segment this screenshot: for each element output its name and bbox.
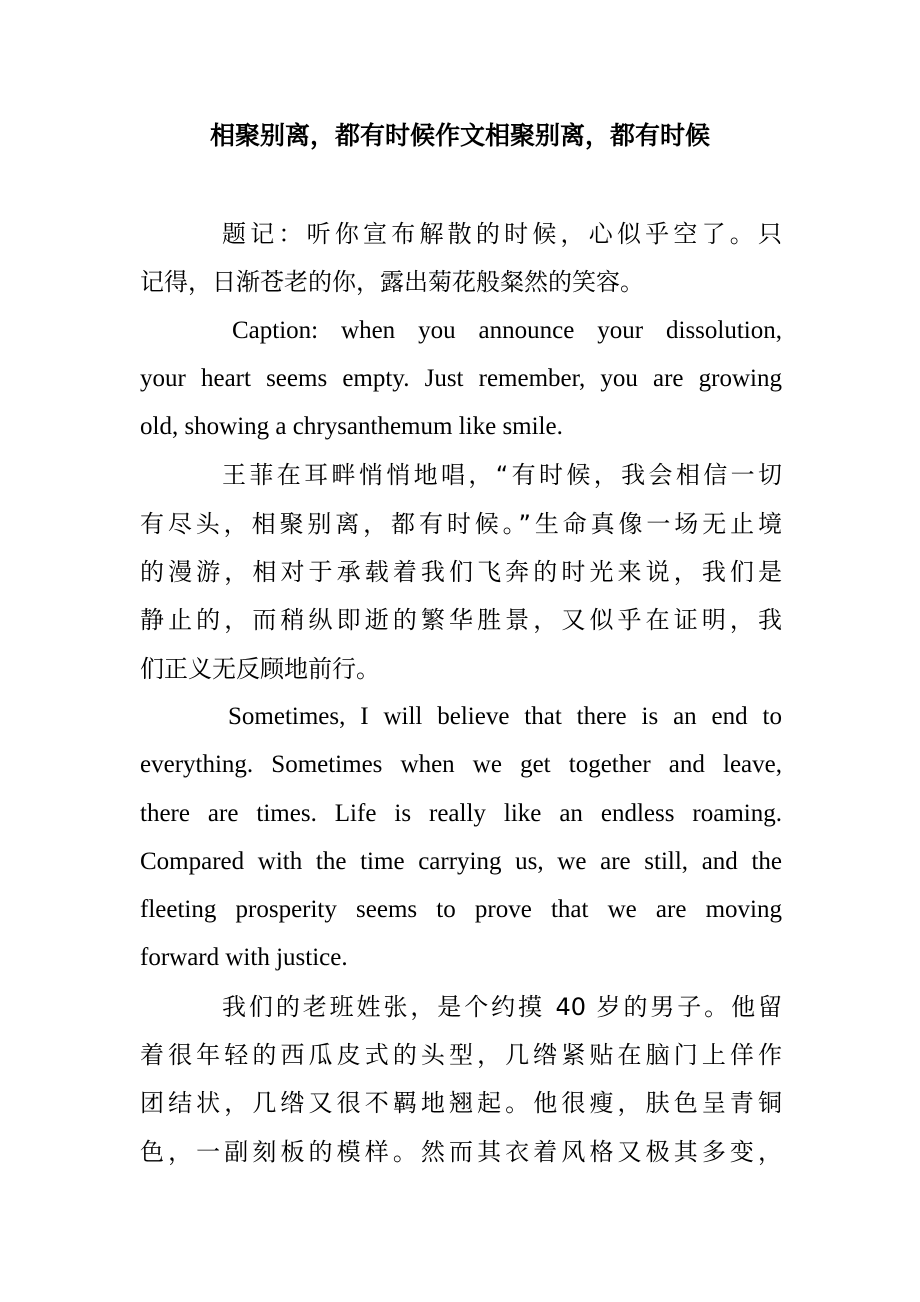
- text-line: fleeting prosperity seems to prove that we are moving: [140, 896, 782, 924]
- text-line: 我们的老班姓张，是个约摸 40 岁的男子。他留: [222, 992, 782, 1021]
- paragraph-sometimes-en: [140, 693, 782, 983]
- document-body: [140, 210, 782, 1176]
- text-line: 的漫游，相对于承载着我们飞奔的时光来说，我们是: [140, 558, 782, 587]
- text-line: there are times. Life is really like an endless roaming.: [140, 799, 782, 827]
- text-line: Caption: when you announce your dissolution,: [232, 316, 782, 344]
- paragraph-epigraph-en: [140, 307, 782, 452]
- paragraph-faye-wong-cn: [140, 451, 782, 692]
- text-line: everything. Sometimes when we get together and leave,: [140, 751, 782, 779]
- text-line: forward with justice.: [140, 944, 348, 972]
- document-title: 相聚别离，都有时候作文相聚别离，都有时候: [209, 121, 710, 150]
- text-line: 记得，日渐苍老的你，露出菊花般粲然的笑容。: [140, 268, 644, 297]
- paragraph-epigraph-cn: [140, 210, 782, 307]
- text-line: 们正义无反顾地前行。: [140, 654, 380, 683]
- text-line: Compared with the time carrying us, we are still, and the: [140, 847, 782, 875]
- text-line: 着很年轻的西瓜皮式的头型，几绺紧贴在脑门上佯作: [140, 1041, 782, 1070]
- text-line: Sometimes, I will believe that there is an end to: [228, 702, 782, 730]
- text-line: 题记：听你宣布解散的时候，心似乎空了。只: [222, 220, 782, 248]
- text-line: 静止的，而稍纵即逝的繁华胜景，又似乎在证明，我: [140, 606, 782, 635]
- text-line: 王菲在耳畔悄悄地唱，“有时候，我会相信一切: [222, 461, 782, 490]
- text-line: old, showing a chrysanthemum like smile.: [140, 413, 563, 441]
- text-line: 有尽头，相聚别离，都有时候。”生命真像一场无止境: [140, 509, 782, 538]
- paragraph-teacher-cn: [140, 983, 782, 1176]
- text-line: 团结状，几绺又很不羁地翘起。他很瘦，肤色呈青铜: [140, 1089, 782, 1118]
- text-line: your heart seems empty. Just remember, you are growing: [140, 364, 782, 392]
- text-line: 色，一副刻板的模样。然而其衣着风格又极其多变，: [140, 1137, 782, 1166]
